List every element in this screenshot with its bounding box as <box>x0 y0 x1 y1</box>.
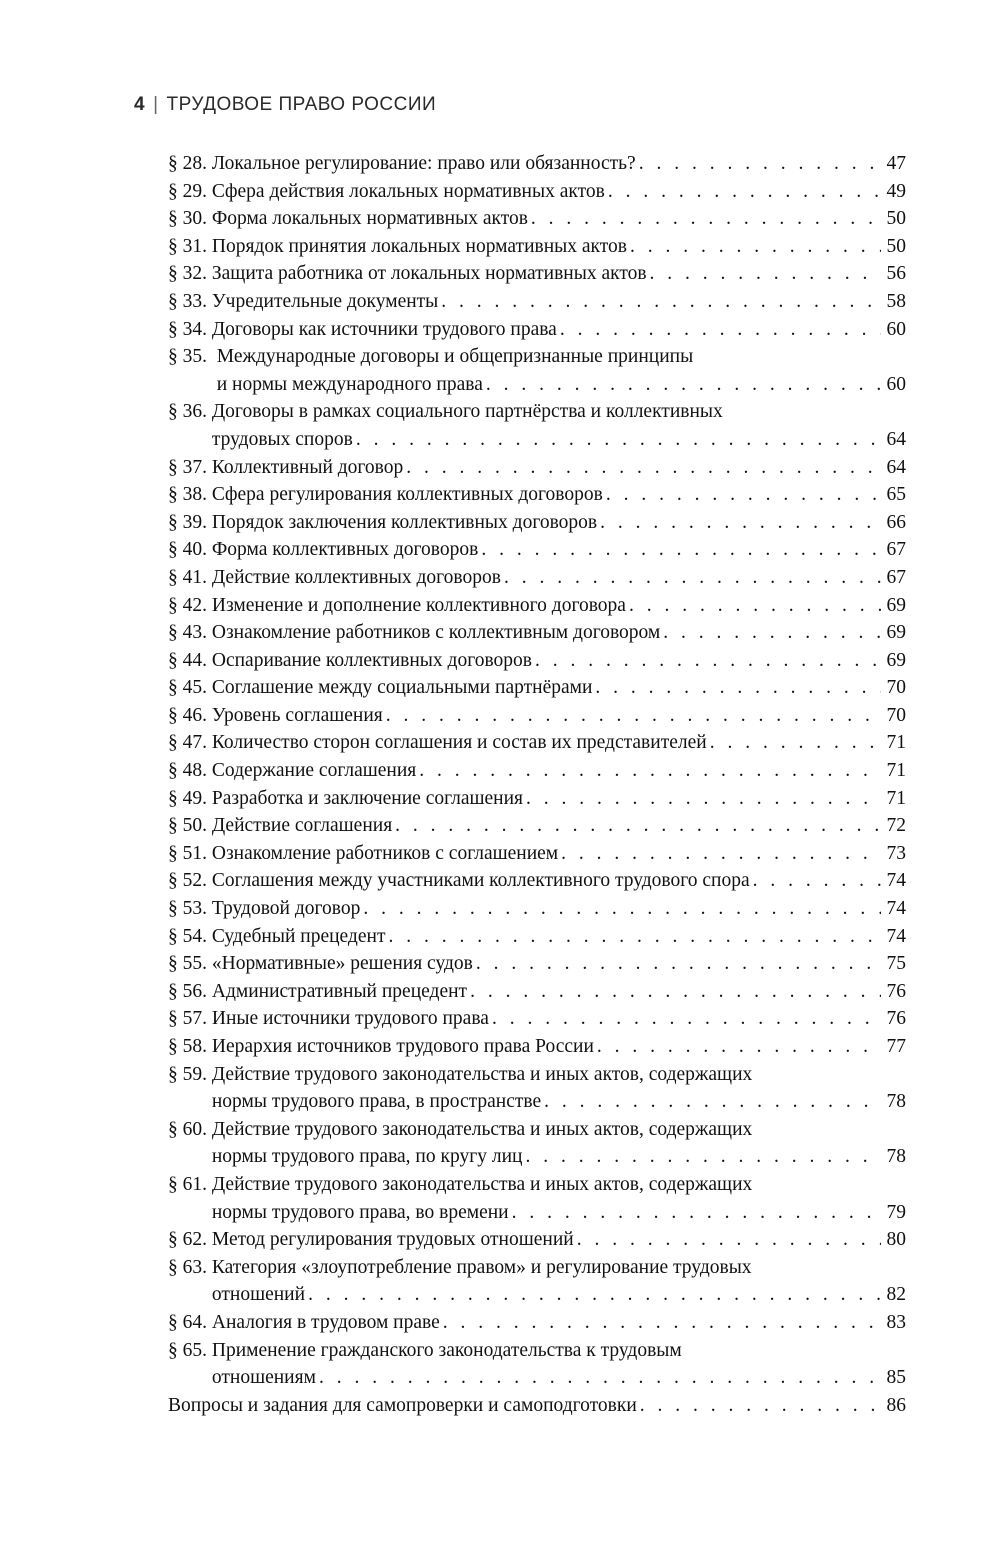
toc-entry-number: § 47. <box>168 732 212 754</box>
toc-entry-last-line <box>212 647 906 675</box>
dot-leader <box>319 1364 881 1392</box>
toc-entry-number: § 63. <box>168 1256 212 1278</box>
dot-leader <box>486 371 881 399</box>
toc-entry <box>168 343 906 398</box>
toc-entry-body <box>212 785 906 813</box>
dot-leader <box>544 1088 880 1116</box>
toc-entry-number: § 39. <box>168 511 212 533</box>
toc-entry-page-number: 76 <box>886 980 906 1002</box>
toc-entry-title-line: Договоры в рамках социального партнёрства и коллективных <box>211 401 723 423</box>
toc-entry-number: § 61. <box>168 1173 212 1195</box>
toc-entry-body <box>212 757 906 785</box>
toc-entry-title: Иерархия источников трудового права России <box>211 1036 594 1057</box>
toc-entry-last-line <box>212 288 906 316</box>
toc-entry-title: Учредительные документы <box>211 290 439 312</box>
toc-entry-body <box>212 260 906 288</box>
toc-entry-page-number: 69 <box>886 594 906 616</box>
toc-entry-body <box>168 1392 906 1420</box>
toc-entry <box>168 950 906 978</box>
toc-entry-page-number: 47 <box>886 153 906 174</box>
toc-entry-last-line <box>212 150 906 178</box>
toc-entry-page-number: 71 <box>886 787 906 809</box>
toc-entry-page-number: 71 <box>886 732 906 754</box>
toc-entry <box>168 1033 906 1061</box>
toc-entry-number: § 30. <box>168 208 212 230</box>
toc-entry-number: § 50. <box>168 815 212 837</box>
toc-entry-page-number: 74 <box>886 925 906 947</box>
toc-entry-title: Договоры как источники трудового права <box>211 318 557 340</box>
toc-entry <box>168 316 906 344</box>
toc-entry-last-line <box>212 426 906 454</box>
toc-entry-body <box>212 536 906 564</box>
toc-entry-title: Соглашения между участниками коллективного трудового спора <box>211 870 750 892</box>
toc-entry-body <box>212 895 906 923</box>
toc-entry <box>168 1061 906 1116</box>
toc-entry-title: Соглашение между социальными партнёрами <box>211 677 593 699</box>
toc-entry-body <box>212 978 906 1006</box>
toc-entry-number: § 42. <box>168 594 212 616</box>
toc-entry-body <box>212 702 906 730</box>
toc-entry-number: § 52. <box>168 870 212 892</box>
toc-entry-title: Ознакомление работников с коллективным договором <box>211 622 661 644</box>
toc-entry-last-line <box>217 371 906 399</box>
toc-entry <box>168 729 906 757</box>
toc-entry-number: § 40. <box>168 539 212 561</box>
toc-entry <box>168 205 906 233</box>
toc-entry-last-line <box>212 178 906 206</box>
dot-leader <box>600 509 880 537</box>
toc-entry-number: § 31. <box>168 235 212 257</box>
toc-entry-title: Порядок заключения коллективных договоров <box>211 511 598 533</box>
toc-entry <box>168 481 906 509</box>
toc-entry-last-line <box>212 867 906 895</box>
toc-entry-number: § 65. <box>168 1339 212 1361</box>
toc-entry-number: § 32. <box>168 263 212 285</box>
toc-entry-number: § 56. <box>168 980 212 1002</box>
toc-entry-page-number: 56 <box>886 263 906 285</box>
toc-entry-title: Действие соглашения <box>211 815 393 837</box>
toc-entry-title-line: Применение гражданского законодательства к трудовым <box>211 1339 682 1361</box>
toc-entry-page-number: 72 <box>886 815 906 837</box>
dot-leader <box>525 1143 880 1171</box>
toc-entry-last-line <box>212 1005 906 1033</box>
toc-entry <box>168 288 906 316</box>
dot-leader <box>395 812 880 840</box>
toc-entry-body <box>212 647 906 675</box>
dot-leader <box>492 1005 881 1033</box>
toc-entry-page-number: 82 <box>886 1284 906 1306</box>
dot-leader <box>650 260 881 288</box>
book-title: ТРУДОВОЕ ПРАВО РОССИИ <box>166 94 437 115</box>
toc-entry-page-number: 79 <box>886 1201 906 1223</box>
toc-entry-last-line <box>212 564 906 592</box>
toc-entry-number: § 58. <box>168 1036 212 1057</box>
toc-entry-body <box>212 1033 906 1061</box>
toc-entry-title: Судебный прецедент <box>211 925 386 947</box>
toc-entry-number: § 53. <box>168 898 212 920</box>
toc-entry-title: Сфера действия локальных нормативных актов <box>211 180 605 202</box>
toc-entry-last-line <box>212 702 906 730</box>
toc-entry-last-line <box>212 205 906 233</box>
toc-entry <box>168 1309 906 1337</box>
table-of-contents <box>168 150 906 1419</box>
toc-entry-last-line <box>212 1281 906 1309</box>
toc-entry <box>168 812 906 840</box>
dot-leader <box>406 454 880 482</box>
toc-entry-page-number: 74 <box>886 898 906 920</box>
toc-entry-title: Уровень соглашения <box>211 704 383 726</box>
toc-entry-page-number: 67 <box>886 539 906 561</box>
toc-entry-page-number: 78 <box>886 1146 906 1168</box>
toc-entry-title: трудовых споров <box>211 428 353 450</box>
toc-entry-page-number: 73 <box>886 842 906 864</box>
dot-leader <box>470 978 880 1006</box>
toc-entry-last-line <box>212 1199 906 1227</box>
toc-entry-page-number: 75 <box>886 953 906 975</box>
toc-entry-title: Содержание соглашения <box>211 760 417 782</box>
dot-leader <box>526 785 881 813</box>
toc-entry-page-number: 69 <box>886 622 906 644</box>
toc-entry-last-line <box>212 316 906 344</box>
toc-entry-title: Разработка и заключение соглашения <box>211 787 523 809</box>
toc-entry <box>168 1116 906 1171</box>
toc-entry-page-number: 83 <box>886 1311 906 1333</box>
toc-entry-body <box>212 674 906 702</box>
toc-entry-body <box>212 1254 906 1309</box>
toc-entry-title: Форма коллективных договоров <box>211 539 479 561</box>
toc-entry-title: нормы трудового права, по кругу лиц <box>211 1146 523 1168</box>
toc-entry-last-line <box>212 840 906 868</box>
dot-leader <box>419 757 880 785</box>
toc-entry <box>168 564 906 592</box>
toc-entry <box>168 1005 906 1033</box>
toc-entry-page-number: 67 <box>886 566 906 588</box>
toc-entry-title: Локальное регулирование: право или обязанность? <box>211 153 636 174</box>
toc-entry-body <box>212 950 906 978</box>
dot-leader <box>629 592 881 620</box>
toc-entry <box>168 895 906 923</box>
toc-entry-title: Изменение и дополнение коллективного договора <box>211 594 626 616</box>
toc-entry <box>168 867 906 895</box>
toc-entry-last-line <box>212 260 906 288</box>
dot-leader <box>308 1281 880 1309</box>
toc-entry-body <box>212 288 906 316</box>
toc-entry <box>168 1254 906 1309</box>
toc-entry-last-line <box>212 1364 906 1392</box>
toc-entry-last-line <box>212 729 906 757</box>
toc-entry <box>168 978 906 1006</box>
toc-entry <box>168 785 906 813</box>
toc-entry-title: «Нормативные» решения судов <box>211 953 473 975</box>
toc-entry <box>168 923 906 951</box>
toc-entry-body <box>212 454 906 482</box>
toc-entry-number: § 41. <box>168 566 212 588</box>
dot-leader <box>663 619 880 647</box>
dot-leader <box>476 950 881 978</box>
toc-entry <box>168 178 906 206</box>
page-number: 4 <box>134 94 146 115</box>
toc-entry <box>168 150 906 178</box>
toc-entry-page-number: 69 <box>886 649 906 671</box>
dot-leader <box>560 316 881 344</box>
toc-entry-page-number: 86 <box>886 1394 906 1416</box>
toc-entry-last-line <box>168 1392 906 1420</box>
toc-entry-body <box>212 1061 906 1116</box>
toc-entry-page-number: 74 <box>886 870 906 892</box>
toc-entry-last-line <box>212 454 906 482</box>
dot-leader <box>608 178 881 206</box>
toc-entry-last-line <box>212 1309 906 1337</box>
dot-leader <box>535 647 881 675</box>
toc-entry-title: Иные источники трудового права <box>211 1008 489 1030</box>
toc-entry-title-line: Действие трудового законодательства и иных актов, содержащих <box>211 1118 753 1140</box>
toc-entry-page-number: 65 <box>886 484 906 506</box>
toc-entry-page-number: 50 <box>886 208 906 230</box>
toc-entry-body <box>212 481 906 509</box>
toc-entry-number: § 62. <box>168 1229 212 1251</box>
dot-leader <box>481 536 880 564</box>
toc-entry-page-number: 78 <box>886 1091 906 1113</box>
toc-entry-number: § 46. <box>168 704 212 726</box>
toc-entry-page-number: 80 <box>886 1229 906 1251</box>
toc-entry-body <box>212 923 906 951</box>
toc-entry-number: § 60. <box>168 1118 212 1140</box>
toc-entry-last-line <box>212 1226 906 1254</box>
toc-entry-number: § 51. <box>168 842 212 864</box>
toc-entry-body <box>212 1005 906 1033</box>
toc-entry-last-line <box>212 1088 906 1116</box>
toc-entry <box>168 702 906 730</box>
dot-leader <box>710 729 881 757</box>
dot-leader <box>597 1033 881 1061</box>
toc-entry <box>168 1226 906 1254</box>
toc-entry <box>168 454 906 482</box>
dot-leader <box>595 674 880 702</box>
toc-entry <box>168 536 906 564</box>
toc-entry <box>168 647 906 675</box>
toc-entry-page-number: 66 <box>886 511 906 533</box>
toc-entry-number: § 57. <box>168 1008 212 1030</box>
toc-entry-page-number: 60 <box>886 318 906 340</box>
toc-entry-page-number: 58 <box>886 290 906 312</box>
toc-entry-body <box>212 1171 906 1226</box>
dot-leader <box>504 564 881 592</box>
toc-entry-title: Количество сторон соглашения и состав их представителей <box>211 732 707 754</box>
toc-entry <box>168 840 906 868</box>
toc-entry-body <box>212 729 906 757</box>
header-separator: | <box>153 94 159 115</box>
toc-entry-number: § 49. <box>168 787 212 809</box>
toc-entry-number: § 43. <box>168 622 212 644</box>
toc-entry-last-line <box>212 592 906 620</box>
toc-entry-page-number: 70 <box>886 677 906 699</box>
toc-entry-last-line <box>212 674 906 702</box>
toc-entry-last-line <box>212 509 906 537</box>
dot-leader <box>386 702 881 730</box>
toc-entry-page-number: 76 <box>886 1008 906 1030</box>
toc-entry-page-number: 77 <box>886 1036 906 1057</box>
dot-leader <box>561 840 880 868</box>
toc-entry-body <box>212 233 906 261</box>
toc-entry-title: отношениям <box>211 1367 316 1389</box>
toc-entry-title-line: Категория «злоупотребление правом» и регулирование трудовых <box>211 1256 752 1278</box>
toc-entry <box>168 509 906 537</box>
toc-entry-body <box>212 1309 906 1337</box>
toc-entry-page-number: 85 <box>886 1367 906 1389</box>
toc-entry-body <box>212 178 906 206</box>
running-head <box>134 94 436 116</box>
toc-entry-last-line <box>212 785 906 813</box>
dot-leader <box>443 1309 881 1337</box>
toc-entry-title: Действие коллективных договоров <box>211 566 501 588</box>
toc-entry <box>168 1392 906 1420</box>
toc-entry-title: Ознакомление работников с соглашением <box>211 842 559 864</box>
toc-entry-number: § 54. <box>168 925 212 947</box>
toc-entry-number: § 38. <box>168 484 212 506</box>
toc-entry-number: § 59. <box>168 1063 212 1085</box>
toc-entry-title: и нормы международного права <box>216 373 483 395</box>
toc-entry-last-line <box>212 536 906 564</box>
toc-entry <box>168 233 906 261</box>
toc-entry-last-line <box>212 757 906 785</box>
toc-entry-last-line <box>212 895 906 923</box>
toc-entry-title-line: Действие трудового законодательства и иных актов, содержащих <box>211 1173 753 1195</box>
toc-entry-page-number: 60 <box>886 373 906 395</box>
toc-entry-last-line <box>212 1143 906 1171</box>
toc-entry-last-line <box>212 923 906 951</box>
toc-entry-title: Аналогия в трудовом праве <box>211 1311 440 1333</box>
toc-entry-page-number: 70 <box>886 704 906 726</box>
toc-entry-title: Порядок принятия локальных нормативных актов <box>211 235 627 257</box>
toc-entry-title: отношений <box>211 1284 306 1306</box>
toc-entry-page-number: 50 <box>886 235 906 257</box>
toc-entry-number: § 36. <box>168 401 212 423</box>
toc-entry-title-line: Действие трудового законодательства и иных актов, содержащих <box>211 1063 753 1085</box>
toc-entry-body <box>212 1116 906 1171</box>
toc-entry-title: нормы трудового права, в пространстве <box>211 1091 542 1113</box>
toc-entry-body <box>212 398 906 453</box>
toc-entry-body <box>212 592 906 620</box>
toc-entry-body <box>212 564 906 592</box>
dot-leader <box>577 1226 881 1254</box>
toc-entry-last-line <box>212 950 906 978</box>
dot-leader <box>441 288 880 316</box>
toc-entry-body <box>212 316 906 344</box>
toc-entry-page-number: 64 <box>886 428 906 450</box>
toc-entry <box>168 619 906 647</box>
dot-leader <box>606 481 881 509</box>
toc-entry-body <box>212 867 906 895</box>
toc-entry-last-line <box>212 978 906 1006</box>
toc-entry-number: § 34. <box>168 318 212 340</box>
toc-entry-title-line: Международные договоры и общепризнанные принципы <box>216 346 694 368</box>
toc-entry-title: Вопросы и задания для самопроверки и самоподготовки <box>168 1394 637 1416</box>
toc-entry-title: Сфера регулирования коллективных договоров <box>211 484 603 506</box>
toc-entry-title: Административный прецедент <box>211 980 468 1002</box>
dot-leader <box>753 867 881 895</box>
toc-entry-body <box>212 150 906 178</box>
toc-entry-number: § 44. <box>168 649 212 671</box>
toc-entry-body <box>212 619 906 647</box>
toc-entry <box>168 757 906 785</box>
dot-leader <box>388 923 880 951</box>
toc-entry-title: Коллективный договор <box>211 456 404 478</box>
toc-entry <box>168 592 906 620</box>
toc-entry-title: нормы трудового права, во времени <box>211 1201 509 1223</box>
dot-leader <box>630 233 881 261</box>
toc-entry <box>168 1337 906 1392</box>
toc-entry-last-line <box>212 812 906 840</box>
toc-entry-title: Защита работника от локальных нормативных актов <box>211 263 647 285</box>
toc-entry <box>168 260 906 288</box>
toc-entry-body <box>212 840 906 868</box>
toc-entry-number: § 55. <box>168 953 212 975</box>
toc-entry-number: § 64. <box>168 1311 212 1333</box>
toc-entry-number: § 48. <box>168 760 212 782</box>
dot-leader <box>639 150 881 178</box>
toc-entry-body <box>212 1337 906 1392</box>
toc-entry <box>168 1171 906 1226</box>
toc-entry-number: § 29. <box>168 180 212 202</box>
toc-entry-last-line <box>212 481 906 509</box>
toc-entry-number: § 35. <box>168 346 217 368</box>
dot-leader <box>363 895 880 923</box>
toc-entry-body <box>212 812 906 840</box>
toc-entry-number: § 28. <box>168 153 212 174</box>
dot-leader <box>640 1392 881 1420</box>
toc-entry-title: Оспаривание коллективных договоров <box>211 649 532 671</box>
dot-leader <box>531 205 881 233</box>
toc-entry <box>168 674 906 702</box>
toc-entry-number: § 45. <box>168 677 212 699</box>
toc-entry-page-number: 64 <box>886 456 906 478</box>
toc-entry-number: § 33. <box>168 290 212 312</box>
toc-entry-page-number: 71 <box>886 760 906 782</box>
dot-leader <box>512 1199 881 1227</box>
toc-entry-title: Метод регулирования трудовых отношений <box>211 1229 574 1251</box>
toc-entry-body <box>217 343 906 398</box>
toc-entry-number: § 37. <box>168 456 212 478</box>
toc-entry-body <box>212 205 906 233</box>
toc-entry-body <box>212 1226 906 1254</box>
toc-entry-last-line <box>212 1033 906 1061</box>
toc-entry-page-number: 49 <box>886 180 906 202</box>
toc-entry-body <box>212 509 906 537</box>
toc-entry-title: Форма локальных нормативных актов <box>211 208 528 230</box>
toc-entry-last-line <box>212 619 906 647</box>
dot-leader <box>356 426 881 454</box>
toc-entry-last-line <box>212 233 906 261</box>
toc-entry <box>168 398 906 453</box>
toc-entry-title: Трудовой договор <box>211 898 361 920</box>
